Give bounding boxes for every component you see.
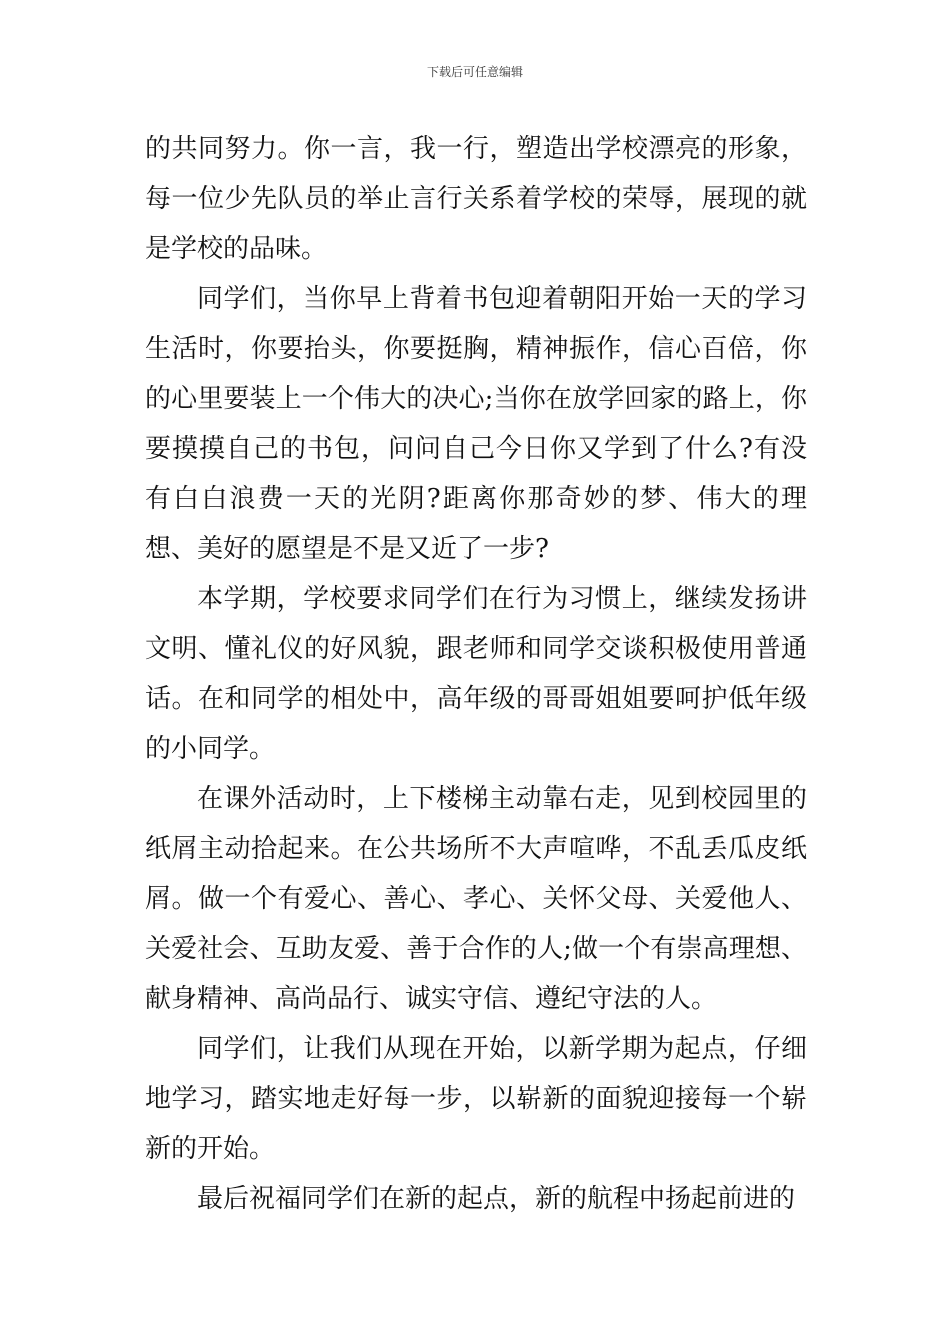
- paragraph-2: 同学们，当你早上背着书包迎着朝阳开始一天的学习生活时，你要抬头，你要挺胸，精神振作，信心百倍，你的心里要装上一个伟大的决心;当你在放学回家的路上，你要摸摸自己的书包，问问自己今日你又学到了什么?有没有白白浪费一天的光阴?距离你那奇妙的梦、伟大的理想、美好的愿望是不是又近了一步?: [145, 284, 807, 564]
- page-header: 下载后可任意编辑: [426, 65, 523, 79]
- paragraph-6: 最后祝福同学们在新的起点，新的航程中扬起前进的: [197, 1184, 796, 1214]
- paragraph-3: 本学期，学校要求同学们在行为习惯上，继续发扬讲文明、懂礼仪的好风貌，跟老师和同学交谈积极使用普通话。在和同学的相处中，高年级的哥哥姐姐要呵护低年级的小同学。: [145, 584, 807, 764]
- document-body: [145, 124, 807, 1224]
- paragraph-4: 在课外活动时，上下楼梯主动靠右走，见到校园里的纸屑主动拾起来。在公共场所不大声喧哗，不乱丢瓜皮纸屑。做一个有爱心、善心、孝心、关怀父母、关爱他人、关爱社会、互助友爱、善于合作的人;做一个有崇高理想、献身精神、高尚品行、诚实守信、遵纪守法的人。: [145, 784, 807, 1014]
- paragraph-1: 的共同努力。你一言，我一行，塑造出学校漂亮的形象，每一位少先队员的举止言行关系着学校的荣辱，展现的就是学校的品味。: [145, 134, 807, 264]
- paragraph-5: 同学们，让我们从现在开始，以新学期为起点，仔细地学习，踏实地走好每一步，以崭新的面貌迎接每一个崭新的开始。: [145, 1034, 807, 1164]
